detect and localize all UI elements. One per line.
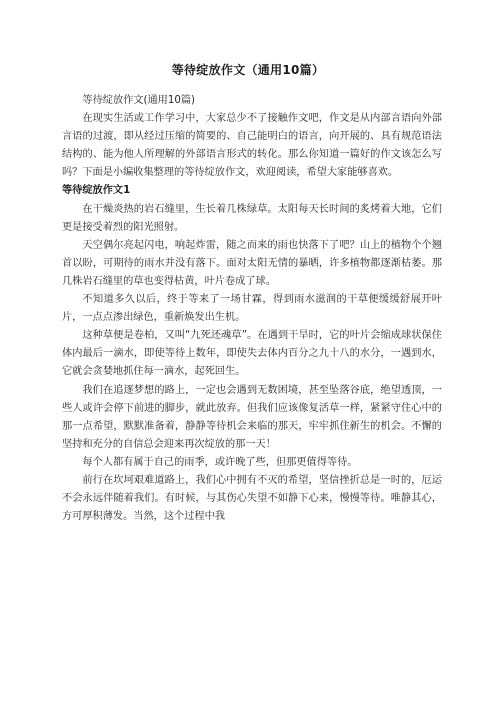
body-paragraph: 这种草便是卷柏，又叫“九死还魂草”。在遇到干旱时，它的叶片会缩成球状保住体内最后一滴水，即使等待上数年，即使失去体内百分之九十八的水分，一遇到水，它就会贪婪地抓住每一滴水，起死回生。	[62, 330, 442, 378]
body-paragraph: 在干燥炎热的岩石缝里，生长着几株绿草。太阳每天长时间的炙烤着大地，它们更是接受着烈的阳光照射。	[62, 203, 442, 233]
section-heading: 等待绽放作文1	[62, 185, 131, 197]
document-title: 等待绽放作文（通用10篇）	[171, 63, 325, 77]
intro-paragraph: 在现实生活或工作学习中，大家总少不了接触作文吧，作文是从内部言语向外部言语的过渡，即从经过压缩的简要的、自己能明白的语言，向开展的、具有规范语法结构的、能为他人所理解的外部语言形式的转化。那么你知道一篇好的作文该怎么写吗？下面是小编收集整理的等待绽放作文，欢迎阅读，希望大家能够喜欢。	[62, 113, 442, 179]
body-paragraph: 我们在追逐梦想的路上，一定也会遇到无数困境，甚至坠落谷底，绝望透顶，一些人或许会停下前进的脚步，就此放弃。但我们应该像复活草一样，紧紧守住心中的那一点希望，默默准备着，静静等待机会来临的那天，牢牢抓住新生的机会。不懈的坚持和充分的自信总会迎来再次绽放的那一天！	[62, 384, 442, 450]
document-subtitle: 等待绽放作文(通用10篇)	[82, 95, 195, 106]
body-paragraph: 每个人都有属于自己的雨季，或许晚了些，但那更值得等待。	[82, 456, 358, 468]
body-paragraph: 不知道多久以后，终于等来了一场甘霖，得到雨水滋润的干草便缓缓舒展开叶片，一点点渗出绿色，重新焕发出生机。	[62, 294, 442, 324]
document-body	[62, 92, 442, 526]
body-paragraph: 天空偶尔亮起闪电，响起炸雷，随之而来的雨也快落下了吧？山上的植物个个翘首以盼，可期待的雨水并没有落下。面对太阳无情的暴晒，许多植物都逐渐枯萎。那几株岩石缝里的草也变得枯黄，叶片卷成了球。	[62, 239, 442, 287]
body-paragraph: 前行在坎坷艰难道路上，我们心中拥有不灭的希望，坚信挫折总是一时的，厄运不会永远伴随着我们。有时候，与其伤心失望不如静下心来，慢慢等待。唯静其心，方可厚积薄发。当然，这个过程中我	[62, 474, 442, 523]
